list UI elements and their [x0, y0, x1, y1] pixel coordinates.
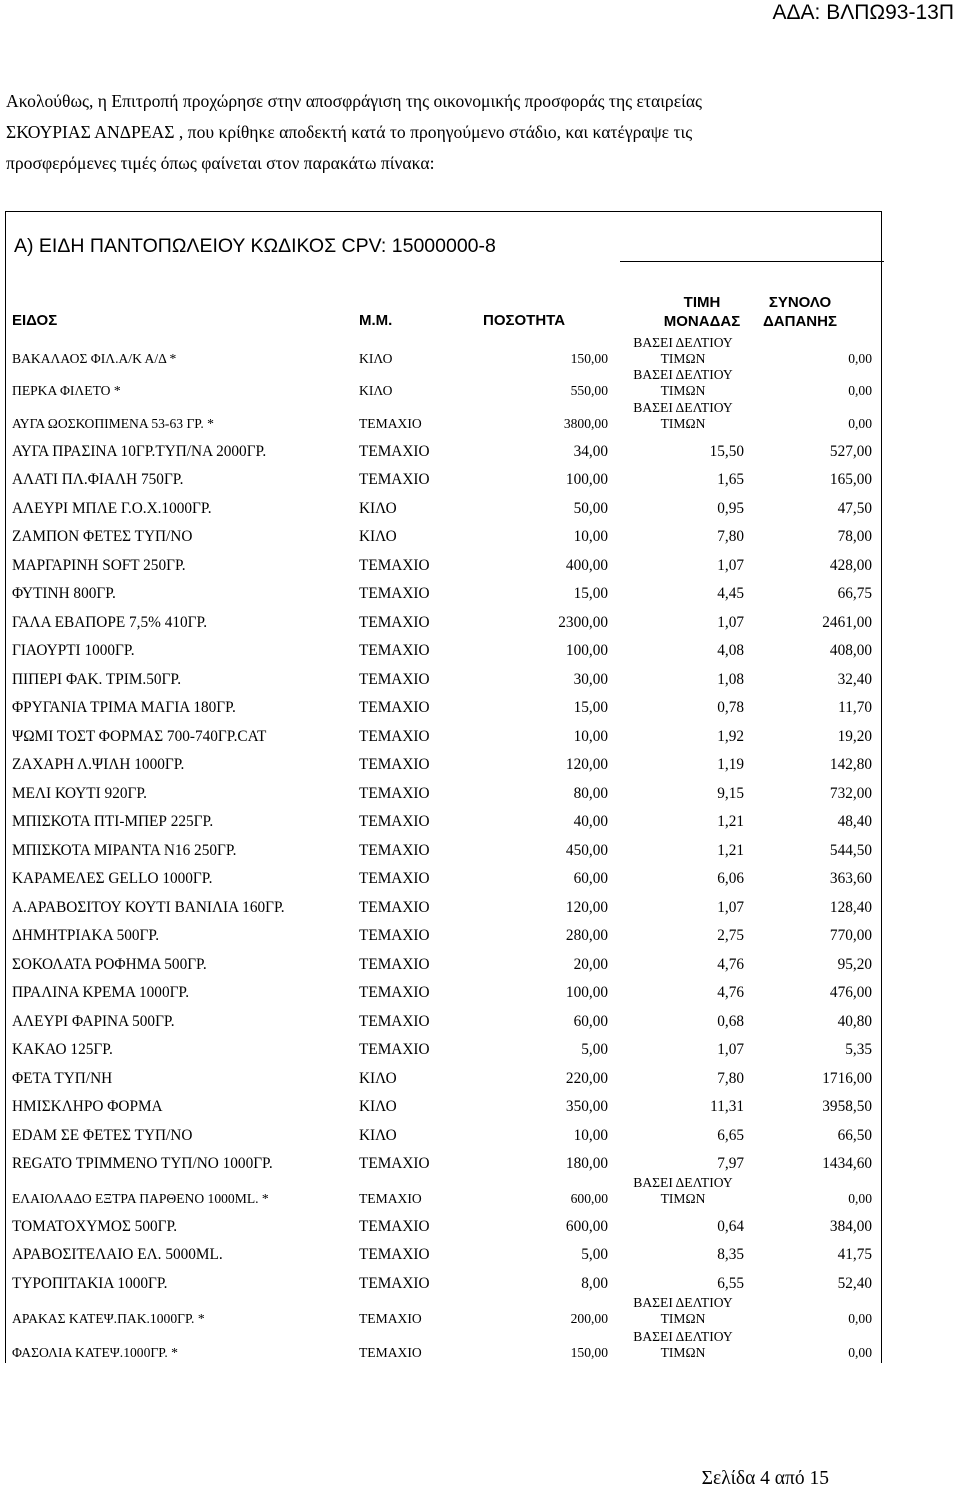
item-unit-price: 4,45 — [717, 585, 744, 602]
item-unit-price: 0,64 — [717, 1218, 744, 1235]
table-row — [0, 950, 900, 974]
item-unit-price: 1,07 — [717, 899, 744, 916]
item-name: ΒΑΚΑΛΑΟΣ ΦΙΛ.Α/Κ Α/Δ * — [12, 351, 177, 366]
column-header-quantity: ΠΟΣΟΤΗΤΑ — [483, 312, 566, 329]
item-unit: ΤΕΜΑΧΙΟ — [359, 813, 430, 830]
table-row — [0, 1035, 900, 1059]
item-quantity: 10,00 — [573, 728, 608, 745]
intro-line: Ακολούθως, η Επιτροπή προχώρησε στην αποσφράγιση της οικονομικής προσφοράς της εταιρείας — [6, 91, 703, 111]
item-name: ΗΜΙΣΚΛΗΡΟ ΦΟΡΜΑ — [12, 1098, 163, 1115]
item-name: ΖΑΜΠΟΝ ΦΕΤΕΣ ΤΥΠ/ΝΟ — [12, 528, 193, 545]
column-header-unit-price-line1: ΤΙΜΗ — [683, 294, 721, 311]
item-unit: ΤΕΜΑΧΙΟ — [359, 785, 430, 802]
item-total: 0,00 — [848, 351, 872, 366]
item-total: 363,60 — [829, 870, 872, 887]
item-name: ΠΕΡΚΑ ΦΙΛΕΤΟ * — [12, 383, 121, 398]
item-unit: ΤΕΜΑΧΙΟ — [359, 899, 430, 916]
item-unit-price-line2: ΤΙΜΩΝ — [660, 383, 706, 398]
item-unit-price: 1,07 — [717, 614, 744, 631]
item-unit: ΚΙΛΟ — [359, 528, 397, 545]
item-total: 0,00 — [848, 1191, 872, 1206]
column-header-total-cost-line1: ΣΥΝΟΛΟ — [768, 294, 832, 311]
item-name: ΠΡΑΛΙΝΑ ΚΡΕΜΑ 1000ΓΡ. — [12, 984, 190, 1001]
item-unit-price-line1: ΒΑΣΕΙ ΔΕΛΤΙΟΥ — [633, 1295, 733, 1310]
item-total: 40,80 — [837, 1013, 872, 1030]
item-name: ΦΕΤΑ ΤΥΠ/ΝΗ — [12, 1070, 113, 1087]
item-unit: ΤΕΜΑΧΙΟ — [359, 471, 430, 488]
item-total: 408,00 — [829, 642, 872, 659]
table-row — [0, 1092, 900, 1116]
item-total: 78,00 — [837, 528, 872, 545]
item-quantity: 30,00 — [573, 671, 608, 688]
item-total: 770,00 — [829, 927, 872, 944]
item-unit-price: 1,07 — [717, 1041, 744, 1058]
item-total: 1434,60 — [822, 1155, 872, 1172]
item-unit: ΤΕΜΑΧΙΟ — [359, 1041, 430, 1058]
item-total: 0,00 — [848, 416, 872, 431]
table-row — [0, 1240, 900, 1264]
item-name: ΑΛΑΤΙ ΠΛ.ΦΙΑΛΗ 750ΓΡ. — [12, 471, 184, 488]
item-unit-price-line1: ΒΑΣΕΙ ΔΕΛΤΙΟΥ — [633, 335, 733, 350]
item-unit-price: 2,75 — [717, 927, 744, 944]
item-unit-price-line2: ΤΙΜΩΝ — [660, 416, 706, 431]
item-quantity: 180,00 — [565, 1155, 608, 1172]
item-quantity: 15,00 — [573, 585, 608, 602]
item-quantity: 150,00 — [570, 1345, 608, 1360]
item-unit-price-line2: ΤΙΜΩΝ — [660, 1191, 706, 1206]
item-unit-price: 6,55 — [717, 1275, 744, 1292]
intro-paragraph — [6, 86, 906, 179]
item-unit-price: 0,78 — [717, 699, 744, 716]
item-total: 128,40 — [829, 899, 872, 916]
item-name: ΓΙΑΟΥΡΤΙ 1000ΓΡ. — [12, 642, 135, 659]
item-total: 384,00 — [829, 1218, 872, 1235]
section-title: Α) ΕΙΔΗ ΠΑΝΤΟΠΩΛΕΙΟΥ ΚΩΔΙΚΟΣ CPV: 15000000-8 — [14, 235, 496, 257]
item-unit: ΤΕΜΑΧΙΟ — [359, 614, 430, 631]
item-quantity: 100,00 — [565, 642, 608, 659]
item-unit-price: 1,21 — [717, 813, 744, 830]
item-unit: ΤΕΜΑΧΙΟ — [359, 699, 430, 716]
item-unit-price: 11,31 — [710, 1098, 744, 1115]
item-unit-price: 4,08 — [717, 642, 744, 659]
column-header-unit: Μ.Μ. — [359, 312, 393, 329]
item-total: 5,35 — [845, 1041, 872, 1058]
item-name: ΓΑΛΑ ΕΒΑΠΟΡΕ 7,5% 410ΓΡ. — [12, 614, 208, 631]
column-header-total-cost-line2: ΔΑΠΑΝΗΣ — [763, 313, 837, 330]
item-quantity: 50,00 — [573, 500, 608, 517]
item-total: 41,75 — [837, 1246, 872, 1263]
table-row — [0, 722, 900, 746]
intro-line: προσφερόμενες τιμές όπως φαίνεται στον παρακάτω πίνακα: — [6, 153, 435, 173]
item-quantity: 40,00 — [573, 813, 608, 830]
item-total: 165,00 — [829, 471, 872, 488]
item-name: ΑΥΓΑ ΠΡΑΣΙΝΑ 10ΓΡ.ΤΥΠ/ΝΑ 2000ΓΡ. — [12, 443, 267, 460]
item-unit-price: 1,21 — [717, 842, 744, 859]
item-unit: ΤΕΜΑΧΙΟ — [359, 585, 430, 602]
item-name: ΜΠΙΣΚΟΤΑ ΜΙΡΑΝΤΑ Ν16 250ΓΡ. — [12, 842, 237, 859]
item-quantity: 5,00 — [581, 1041, 608, 1058]
table-row — [0, 1212, 900, 1236]
item-name: ΤΟΜΑΤΟΧΥΜΟΣ 500ΓΡ. — [12, 1218, 178, 1235]
table-row — [0, 921, 900, 945]
item-quantity: 60,00 — [573, 870, 608, 887]
item-name: ΖΑΧΑΡΗ Λ.ΨΙΛΗ 1000ΓΡ. — [12, 756, 185, 773]
item-name: ΑΥΓΑ ΩΟΣΚΟΠΙΜΕΝΑ 53-63 ΓΡ. * — [12, 416, 214, 431]
table-row — [0, 367, 900, 399]
table-row — [0, 608, 900, 632]
item-unit: ΤΕΜΑΧΙΟ — [359, 671, 430, 688]
item-quantity: 280,00 — [565, 927, 608, 944]
item-quantity: 15,00 — [573, 699, 608, 716]
item-quantity: 400,00 — [565, 557, 608, 574]
table-row — [0, 437, 900, 461]
table-row — [0, 1175, 900, 1207]
item-total: 1716,00 — [822, 1070, 872, 1087]
document-code: ΑΔΑ: ΒΛΠΩ93-13Π — [772, 1, 954, 24]
table-row — [0, 1007, 900, 1031]
item-unit-price — [622, 1295, 744, 1327]
item-name: ΔΗΜΗΤΡΙΑΚΑ 500ΓΡ. — [12, 927, 160, 944]
table-row — [0, 893, 900, 917]
table-row — [0, 807, 900, 831]
table-row — [0, 1121, 900, 1145]
item-quantity: 34,00 — [573, 443, 608, 460]
table-row — [0, 335, 900, 367]
item-quantity: 5,00 — [581, 1246, 608, 1263]
item-unit-price: 6,65 — [717, 1127, 744, 1144]
item-total: 3958,50 — [822, 1098, 872, 1115]
item-name: ΦΡΥΓΑΝΙΑ ΤΡΙΜΑ ΜΑΓΙΑ 180ΓΡ. — [12, 699, 236, 716]
item-unit: ΤΕΜΑΧΙΟ — [359, 1155, 430, 1172]
item-unit: ΚΙΛΟ — [359, 383, 393, 398]
item-quantity: 350,00 — [565, 1098, 608, 1115]
item-total: 0,00 — [848, 1345, 872, 1360]
item-unit: ΤΕΜΑΧΙΟ — [359, 1218, 430, 1235]
item-unit-price: 7,80 — [717, 1070, 744, 1087]
item-unit: ΚΙΛΟ — [359, 351, 393, 366]
item-unit-price-line2: ΤΙΜΩΝ — [660, 1345, 706, 1360]
item-unit: ΚΙΛΟ — [359, 1127, 397, 1144]
item-unit-price: 1,92 — [717, 728, 744, 745]
item-name: ΚΑΡΑΜΕΛΕΣ GELLO 1000ΓΡ. — [12, 870, 213, 887]
item-unit-price: 4,76 — [717, 956, 744, 973]
table-row — [0, 522, 900, 546]
item-unit-price — [622, 367, 744, 399]
item-quantity: 2300,00 — [558, 614, 608, 631]
table-row — [0, 400, 900, 432]
item-unit-price: 1,07 — [717, 557, 744, 574]
item-name: ΕΛΑΙΟΛΑΔΟ ΕΞΤΡΑ ΠΑΡΘΕΝΟ 1000ML. * — [12, 1191, 269, 1206]
item-name: EDAM ΣΕ ΦΕΤΕΣ ΤΥΠ/ΝΟ — [12, 1127, 193, 1144]
item-unit: ΚΙΛΟ — [359, 1070, 397, 1087]
item-unit-price: 0,95 — [717, 500, 744, 517]
item-unit-price: 8,35 — [717, 1246, 744, 1263]
item-quantity: 600,00 — [565, 1218, 608, 1235]
column-header-total-cost — [740, 293, 860, 331]
item-quantity: 120,00 — [565, 899, 608, 916]
item-unit: ΤΕΜΑΧΙΟ — [359, 1311, 422, 1326]
item-unit-price: 7,80 — [717, 528, 744, 545]
item-total: 47,50 — [837, 500, 872, 517]
item-unit-price: 1,65 — [717, 471, 744, 488]
item-name: ΦΥΤΙΝΗ 800ΓΡ. — [12, 585, 116, 602]
item-quantity: 80,00 — [573, 785, 608, 802]
item-total: 2461,00 — [822, 614, 872, 631]
item-unit: ΤΕΜΑΧΙΟ — [359, 416, 422, 431]
table-row — [0, 779, 900, 803]
item-unit-price: 0,68 — [717, 1013, 744, 1030]
item-total: 142,80 — [829, 756, 872, 773]
item-name: ΦΑΣΟΛΙΑ ΚΑΤΕΨ.1000ΓΡ. * — [12, 1345, 178, 1360]
item-quantity: 550,00 — [570, 383, 608, 398]
table-row — [0, 1269, 900, 1293]
item-unit: ΤΕΜΑΧΙΟ — [359, 1345, 422, 1360]
item-name: ΨΩΜΙ ΤΟΣΤ ΦΟΡΜΑΣ 700-740ΓΡ.CAT — [12, 728, 267, 745]
item-unit-price-line1: ΒΑΣΕΙ ΔΕΛΤΙΟΥ — [633, 367, 733, 382]
item-unit-price-line2: ΤΙΜΩΝ — [660, 351, 706, 366]
item-name: ΑΡΑΒΟΣΙΤΕΛΑΙΟ ΕΛ. 5000ML. — [12, 1246, 223, 1263]
item-unit: ΤΕΜΑΧΙΟ — [359, 927, 430, 944]
table-row — [0, 551, 900, 575]
item-unit: ΤΕΜΑΧΙΟ — [359, 956, 430, 973]
column-header-item: ΕΙΔΟΣ — [12, 312, 58, 329]
item-quantity: 3800,00 — [563, 416, 608, 431]
item-unit: ΤΕΜΑΧΙΟ — [359, 728, 430, 745]
item-quantity: 600,00 — [570, 1191, 608, 1206]
item-name: ΚΑΚΑΟ 125ΓΡ. — [12, 1041, 113, 1058]
item-unit-price-line2: ΤΙΜΩΝ — [660, 1311, 706, 1326]
item-total: 0,00 — [848, 383, 872, 398]
table-row — [0, 1295, 900, 1327]
item-quantity: 150,00 — [570, 351, 608, 366]
item-quantity: 100,00 — [565, 471, 608, 488]
item-unit: ΤΕΜΑΧΙΟ — [359, 870, 430, 887]
item-total: 66,50 — [837, 1127, 872, 1144]
item-quantity: 220,00 — [565, 1070, 608, 1087]
item-unit: ΤΕΜΑΧΙΟ — [359, 984, 430, 1001]
table-row — [0, 836, 900, 860]
table-row — [0, 1149, 900, 1173]
item-name: ΜΠΙΣΚΟΤΑ ΠΤΙ-ΜΠΕΡ 225ΓΡ. — [12, 813, 214, 830]
item-unit: ΚΙΛΟ — [359, 500, 397, 517]
item-unit: ΤΕΜΑΧΙΟ — [359, 642, 430, 659]
item-quantity: 120,00 — [565, 756, 608, 773]
item-total: 66,75 — [837, 585, 872, 602]
page-number: Σελίδα 4 από 15 — [701, 1468, 829, 1489]
item-unit: ΤΕΜΑΧΙΟ — [359, 1191, 422, 1206]
item-name: ΑΛΕΥΡΙ ΦΑΡΙΝΑ 500ΓΡ. — [12, 1013, 175, 1030]
item-name: ΑΡΑΚΑΣ ΚΑΤΕΨ.ΠΑΚ.1000ΓΡ. * — [12, 1311, 205, 1326]
table-row — [0, 693, 900, 717]
table-row — [0, 1064, 900, 1088]
item-unit-price: 4,76 — [717, 984, 744, 1001]
item-unit-price: 1,08 — [717, 671, 744, 688]
table-row — [0, 864, 900, 888]
table-row — [0, 665, 900, 689]
item-total: 48,40 — [837, 813, 872, 830]
item-quantity: 20,00 — [573, 956, 608, 973]
item-name: ΑΛΕΥΡΙ ΜΠΛΕ Γ.Ο.Χ.1000ΓΡ. — [12, 500, 212, 517]
item-name: ΜΑΡΓΑΡΙΝΗ SOFT 250ΓΡ. — [12, 557, 186, 574]
item-unit-price-line1: ΒΑΣΕΙ ΔΕΛΤΙΟΥ — [633, 1175, 733, 1190]
table-row — [0, 465, 900, 489]
item-name: ΜΕΛΙ ΚΟΥΤΙ 920ΓΡ. — [12, 785, 147, 802]
item-total: 52,40 — [837, 1275, 872, 1292]
table-row — [0, 1329, 900, 1361]
item-total: 32,40 — [837, 671, 872, 688]
item-quantity: 10,00 — [573, 1127, 608, 1144]
item-quantity: 450,00 — [565, 842, 608, 859]
item-unit: ΚΙΛΟ — [359, 1098, 397, 1115]
table-row — [0, 579, 900, 603]
table-row — [0, 978, 900, 1002]
item-unit-price: 9,15 — [717, 785, 744, 802]
item-unit: ΤΕΜΑΧΙΟ — [359, 443, 430, 460]
item-unit-price — [622, 335, 744, 367]
table-row — [0, 494, 900, 518]
item-unit-price-line1: ΒΑΣΕΙ ΔΕΛΤΙΟΥ — [633, 400, 733, 415]
item-quantity: 8,00 — [581, 1275, 608, 1292]
item-unit: ΤΕΜΑΧΙΟ — [359, 1275, 430, 1292]
table-divider — [620, 261, 884, 262]
column-header-unit-price-line2: ΜΟΝΑΔΑΣ — [663, 313, 741, 330]
item-unit-price: 1,19 — [717, 756, 744, 773]
intro-line: ΣΚΟΥΡΙΑΣ ΑΝΔΡΕΑΣ , που κρίθηκε αποδεκτή κατά το προηγούμενο στάδιο, και κατέγραψε τις — [6, 122, 693, 142]
item-total: 428,00 — [829, 557, 872, 574]
item-quantity: 100,00 — [565, 984, 608, 1001]
item-unit-price — [622, 400, 744, 432]
item-unit-price-line1: ΒΑΣΕΙ ΔΕΛΤΙΟΥ — [633, 1329, 733, 1344]
item-unit: ΤΕΜΑΧΙΟ — [359, 1013, 430, 1030]
item-unit-price: 15,50 — [709, 443, 744, 460]
table-row — [0, 636, 900, 660]
item-quantity: 10,00 — [573, 528, 608, 545]
item-total: 527,00 — [829, 443, 872, 460]
item-total: 95,20 — [837, 956, 872, 973]
item-unit-price: 7,97 — [717, 1155, 744, 1172]
item-unit: ΤΕΜΑΧΙΟ — [359, 1246, 430, 1263]
item-total: 544,50 — [829, 842, 872, 859]
item-name: REGATO ΤΡΙΜΜΕΝΟ ΤΥΠ/ΝΟ 1000ΓΡ. — [12, 1155, 273, 1172]
item-total: 19,20 — [837, 728, 872, 745]
item-quantity: 200,00 — [570, 1311, 608, 1326]
item-unit-price — [622, 1329, 744, 1361]
item-total: 732,00 — [829, 785, 872, 802]
item-unit: ΤΕΜΑΧΙΟ — [359, 557, 430, 574]
item-name: ΠΙΠΕΡΙ ΦΑΚ. ΤΡΙΜ.50ΓΡ. — [12, 671, 182, 688]
item-total: 0,00 — [848, 1311, 872, 1326]
item-unit-price: 6,06 — [717, 870, 744, 887]
item-unit: ΤΕΜΑΧΙΟ — [359, 842, 430, 859]
item-name: Α.ΑΡΑΒΟΣΙΤΟΥ ΚΟΥΤΙ ΒΑΝΙΛΙΑ 160ΓΡ. — [12, 899, 285, 916]
item-total: 11,70 — [838, 699, 872, 716]
item-unit-price — [622, 1175, 744, 1207]
item-unit: ΤΕΜΑΧΙΟ — [359, 756, 430, 773]
item-name: ΣΟΚΟΛΑΤΑ ΡΟΦΗΜΑ 500ΓΡ. — [12, 956, 207, 973]
item-name: ΤΥΡΟΠΙΤΑΚΙΑ 1000ΓΡ. — [12, 1275, 168, 1292]
table-row — [0, 750, 900, 774]
item-quantity: 60,00 — [573, 1013, 608, 1030]
item-total: 476,00 — [829, 984, 872, 1001]
